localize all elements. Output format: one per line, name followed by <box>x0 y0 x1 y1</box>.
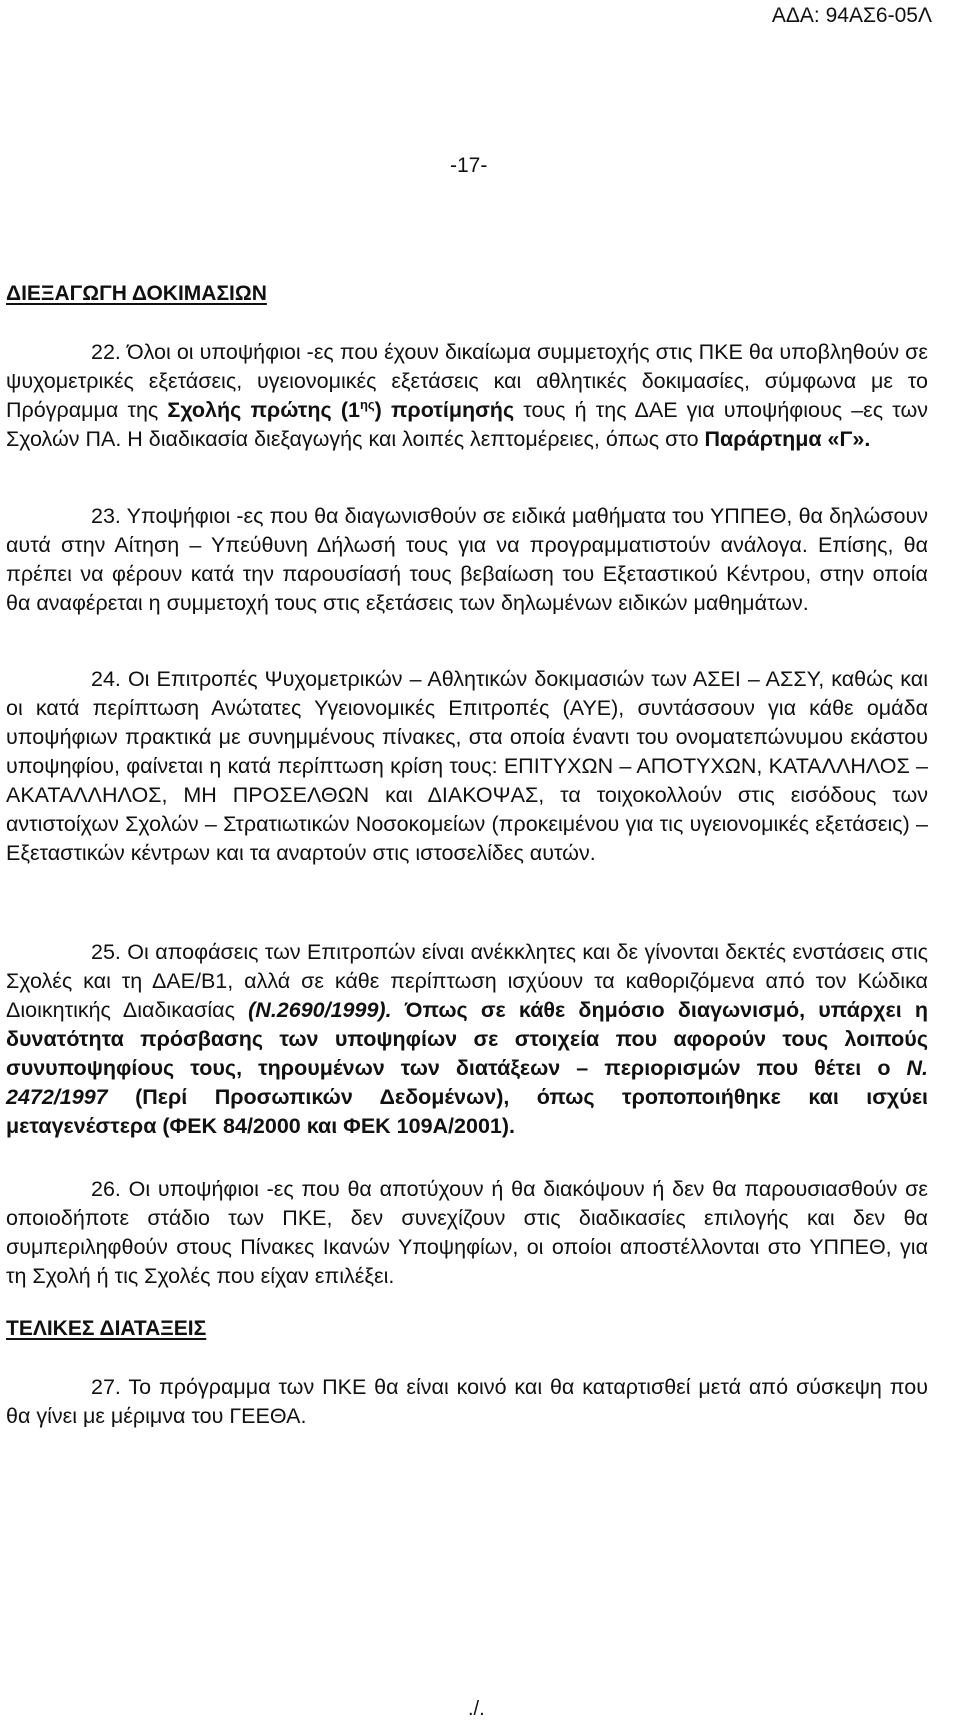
paragraph-text: Οι αποφάσεις των Επιτροπών είναι ανέκκλητες και δε γίνονται δεκτές ενστάσεις στις Σχολές και τη ΔΑΕ/Β1, αλλά σε κάθε περίπτωση ισχύουν τα καθοριζόμενα από τον Κώδικα Διοικητικής Διαδικασίας <box>6 940 928 1022</box>
paragraph-number: 27. <box>91 1375 121 1399</box>
paragraph-text: Οι Επιτροπές Ψυχομετρικών – Αθλητικών δοκιμασιών των ΑΣΕΙ – ΑΣΣΥ, καθώς και οι κατά περίπτωση Ανώτατες Υγειονομικές Επιτροπές (ΑΥΕ), συντάσσουν για κάθε ομάδα υποψήφιων πρακτικά με συνημμένους πίνακες, στα οποία έναντι του ονοματεπώνυμου εκάστου υποψηφίου, φαίνεται η κατά περίπτωση κρίση τους: ΕΠΙΤΥΧΩΝ – ΑΠΟΤΥΧΩΝ, ΚΑΤΑΛΛΗΛΟΣ – ΑΚΑΤΑΛΛΗΛΟΣ, ΜΗ ΠΡΟΣΕΛΘΩΝ και ΔΙΑΚΟΨΑΣ, τα τοιχοκολλούν στις εισόδους των αντιστοίχων Σχολών – Στρατιωτικών Νοσοκομείων (προκειμένου για τις υγειονομικές εξετάσεις) – Εξεταστικών κέντρων και τα αναρτούν στις ιστοσελίδες αυτών. <box>6 667 928 865</box>
page-number: -17- <box>450 154 488 177</box>
paragraph-22 <box>6 338 928 454</box>
paragraph-26 <box>6 1175 928 1291</box>
bold-italic-text: (Ν.2690/1999). <box>248 998 392 1022</box>
paragraph-27 <box>6 1373 928 1431</box>
paragraph-24 <box>6 665 928 868</box>
paragraph-text: Υποψήφιοι -ες που θα διαγωνισθούν σε ειδικά μαθήματα του ΥΠΠΕΘ, θα δηλώσουν αυτά στην Αίτηση – Υπεύθυνη Δήλωσή τους για να προγραμματιστούν ανάλογα. Επίσης, θα πρέπει να φέρουν κατά την παρουσίασή τους βεβαίωση του Εξεταστικού Κέντρου, στην οποία θα αναφέρεται η συμμετοχή τους στις εξετάσεις των δηλωμένων ειδικών μαθημάτων. <box>6 504 928 615</box>
ada-code: ΑΔΑ: 94ΑΣ6-05Λ <box>771 4 932 27</box>
paragraph-number: 25. <box>91 940 121 964</box>
paragraph-text: Όλοι οι υποψήφιοι -ες που έχουν δικαίωμα συμμετοχής στις ΠΚΕ θα υποβληθούν σε ψυχομετρικές εξετάσεις, υγειονομικές εξετάσεις και αθλητικές δοκιμασίες, σύμφωνα με το Πρόγραμμα της <box>6 340 928 422</box>
bold-text: Όπως σε κάθε δημόσιο διαγωνισμό, υπάρχει η δυνατότητα πρόσβασης των υποψηφίων σε στοιχεία που αφορούν τους λοιπούς συνυποψηφίους τους, τηρουμένων των διατάξεων – περιορισμών που θέτει ο <box>6 998 928 1080</box>
section-heading-conduct: ΔΙΕΞΑΓΩΓΗ ΔΟΚΙΜΑΣΙΩΝ <box>6 282 267 305</box>
section-heading-final: ΤΕΛΙΚΕΣ ΔΙΑΤΑΞΕΙΣ <box>6 1317 207 1340</box>
paragraph-text: Οι υποψήφιοι -ες που θα αποτύχουν ή θα διακόψουν ή δεν θα παρουσιασθούν σε οποιοδήποτε στάδιο των ΠΚΕ, δεν συνεχίζουν στις διαδικασίες επιλογής και δεν θα συμπεριληφθούν στους Πίνακες Ικανών Υποψηφίων, οι οποίοι αποστέλλονται στο ΥΠΠΕΘ, για τη Σχολή ή τις Σχολές που είχαν επιλέξει. <box>6 1177 928 1288</box>
superscript: ης <box>359 396 375 412</box>
bold-text: Παράρτημα «Γ». <box>704 427 871 451</box>
paragraph-number: 22. <box>91 340 121 364</box>
paragraph-number: 26. <box>91 1177 121 1201</box>
bold-text: (Περί Προσωπικών Δεδομένων), όπως τροποποιήθηκε και ισχύει μεταγενέστερα (ΦΕΚ 84/2000 και ΦΕΚ 109Α/2001). <box>6 1085 928 1138</box>
bold-italic-text: Ν. 2472/1997 <box>6 1056 928 1109</box>
page-end-marker: ./. <box>468 1698 485 1720</box>
paragraph-25 <box>6 938 928 1141</box>
bold-text: ) προτίμησής <box>374 398 515 422</box>
paragraph-text: Το πρόγραμμα των ΠΚΕ θα είναι κοινό και θα καταρτισθεί μετά από σύσκεψη που θα γίνει με μέριμνα του ΓΕΕΘΑ. <box>6 1375 928 1428</box>
paragraph-number: 23. <box>91 504 121 528</box>
paragraph-23 <box>6 502 928 618</box>
bold-text: Σχολής πρώτης (1 <box>167 398 360 422</box>
paragraph-number: 24. <box>91 667 121 691</box>
paragraph-text: τους ή της ΔΑΕ για υποψήφιους –ες των Σχολών ΠΑ. Η διαδικασία διεξαγωγής και λοιπές λεπτομέρειες, όπως στο <box>6 398 928 451</box>
